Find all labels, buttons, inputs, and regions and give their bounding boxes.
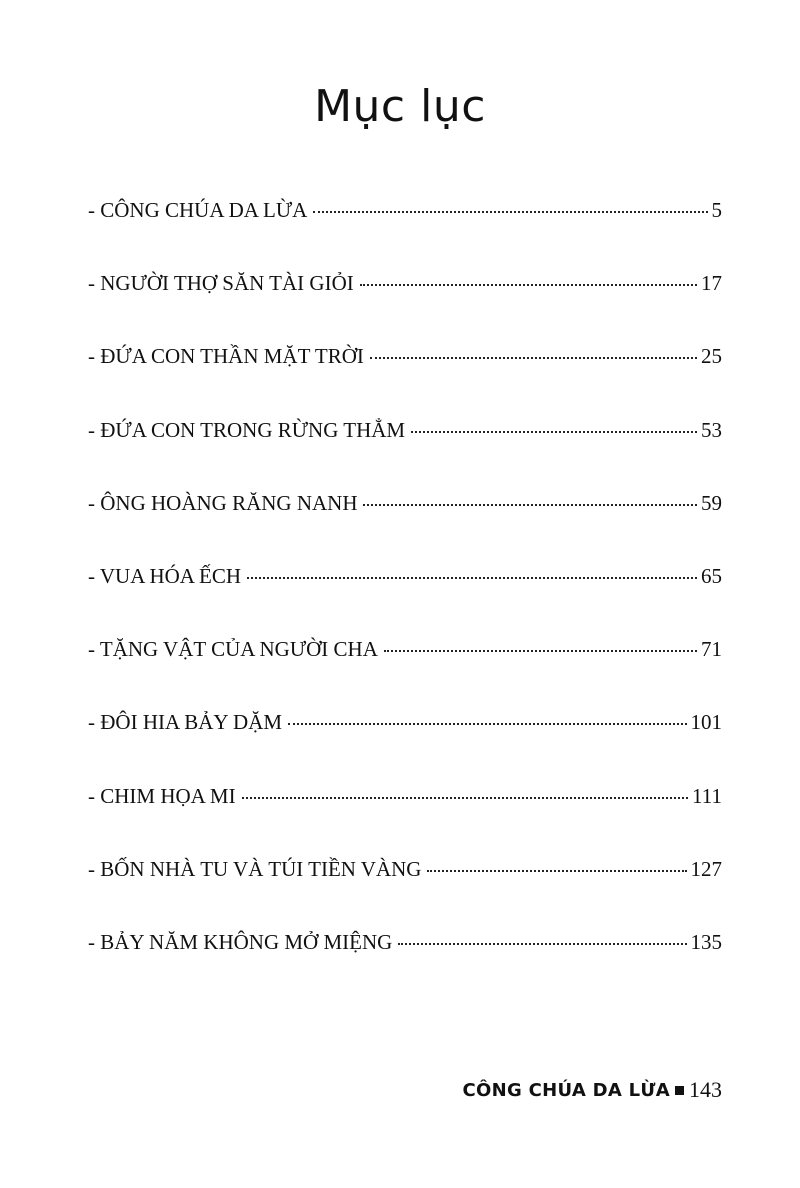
page-number: 143 <box>689 1077 722 1102</box>
toc-entry-page: 59 <box>701 490 722 515</box>
toc-entry-title: - CÔNG CHÚA DA LỪA <box>88 198 308 222</box>
running-footer-title: CÔNG CHÚA DA LỪA <box>462 1079 670 1101</box>
toc-entry <box>88 491 722 564</box>
toc-entry-page: 111 <box>692 783 722 808</box>
square-bullet-icon <box>675 1086 684 1095</box>
dot-leader <box>411 431 697 433</box>
toc-entry <box>88 271 722 344</box>
dot-leader <box>313 211 707 213</box>
dot-leader <box>360 284 697 286</box>
dot-leader <box>242 797 688 799</box>
toc-entry-title: - NGƯỜI THỢ SĂN TÀI GIỎI <box>88 271 354 296</box>
dot-leader <box>370 357 697 359</box>
dot-leader <box>398 943 686 945</box>
toc-entry <box>88 784 722 857</box>
toc-entry-page: 17 <box>701 271 722 296</box>
toc-entry-page: 101 <box>690 710 722 735</box>
dot-leader <box>247 577 697 579</box>
toc-entry <box>88 857 722 930</box>
toc-entry-title: - ĐÔI HIA BẢY DẶM <box>88 710 283 735</box>
page-title: Mục lục <box>314 81 486 133</box>
toc-entry <box>88 418 722 491</box>
toc-entry-title: - BỐN NHÀ TU VÀ TÚI TIỀN VÀNG <box>88 856 422 881</box>
toc-entry-title: - VUA HÓA ẾCH <box>88 563 242 588</box>
toc-entry-page: 127 <box>690 856 722 881</box>
toc-entry-page: 65 <box>701 563 722 588</box>
toc-entry <box>88 198 722 271</box>
dot-leader <box>427 870 686 872</box>
toc-entry-page: 25 <box>701 344 722 369</box>
dot-leader <box>384 650 697 652</box>
dot-leader <box>363 504 697 506</box>
toc-entry-title: - ÔNG HOÀNG RĂNG NANH <box>88 490 358 515</box>
toc-entry-page: 135 <box>690 929 722 954</box>
toc-entry-page: 5 <box>711 198 722 222</box>
page-footer <box>462 1077 722 1103</box>
toc-entry <box>88 710 722 783</box>
dot-leader <box>288 723 686 725</box>
toc-entry-page: 71 <box>701 637 722 662</box>
toc-entry-title: - CHIM HỌA MI <box>88 783 236 808</box>
toc-entry-title: - ĐỨA CON THẦN MẶT TRỜI <box>88 344 364 369</box>
table-of-contents <box>88 198 722 1003</box>
toc-entry-title: - ĐỨA CON TRONG RỪNG THẲM <box>88 417 406 442</box>
toc-entry-title: - TẶNG VẬT CỦA NGƯỜI CHA <box>88 637 378 662</box>
toc-entry <box>88 930 722 1003</box>
toc-entry <box>88 637 722 710</box>
toc-entry-title: - BẢY NĂM KHÔNG MỞ MIỆNG <box>88 929 393 954</box>
toc-entry-page: 53 <box>701 417 722 442</box>
toc-entry <box>88 344 722 417</box>
toc-entry <box>88 564 722 637</box>
